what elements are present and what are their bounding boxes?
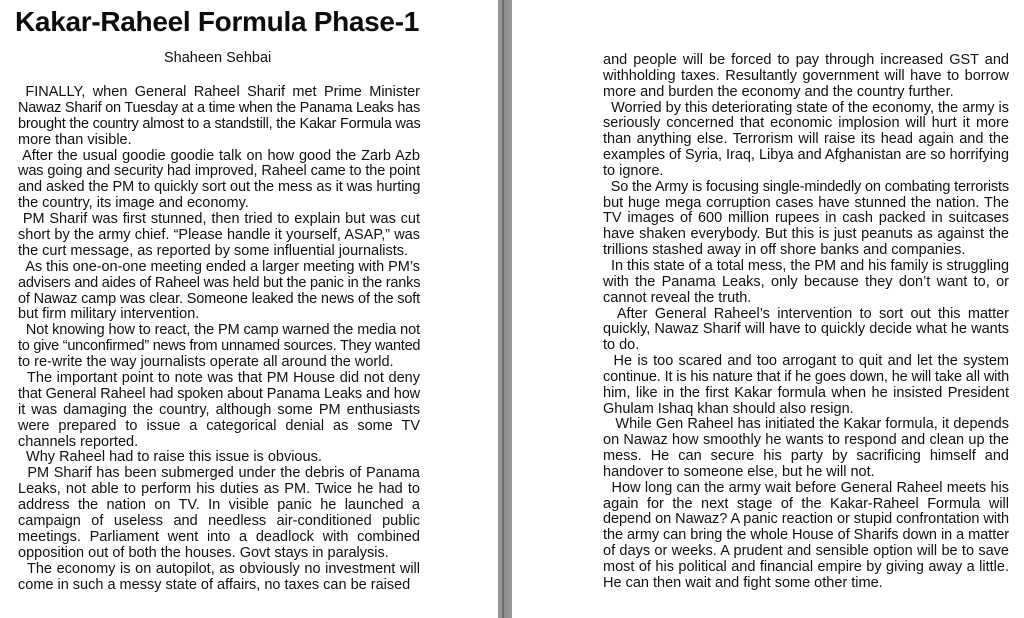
right-column-line: on Nawaz how smoothly he wants to respond and clean up the (603, 432, 1009, 449)
left-column-line: and asked the PM to quickly sort out the mess as it was hurting (18, 179, 421, 196)
left-column-line: more than visible. (18, 131, 132, 148)
right-column-line: and people will be forced to pay through increased GST and (603, 52, 1009, 68)
right-column-line: seriously concerned that economic implosion will hurt it more (603, 115, 1009, 132)
left-column-line: As this one-on-one meeting ended a larger meeting with PM’s (18, 258, 420, 275)
right-column-line: handover to someone else, but he will not. (603, 463, 875, 480)
left-column-line: Not knowing how to react, the PM camp warned the media not (18, 322, 420, 339)
left-column-line: After the usual goodie goodie talk on how good the Zarb Azb (18, 147, 420, 164)
right-column-line: again for the next stage of the Kakar-Raheel Formula will (603, 495, 1009, 512)
right-column-line: more and burden the economy and the country further. (603, 83, 954, 100)
left-column-line: Nawaz Sharif on Tuesday at a time when the Panama Leaks has (18, 99, 420, 116)
right-column-line: to ignore. (603, 162, 664, 179)
left-column-line: FINALLY, when General Raheel Sharif met Prime Minister (18, 84, 420, 100)
right-column-line: In this state of a total mess, the PM and his family is struggling (603, 257, 1009, 274)
left-column-line: campaign of useless and needless air-conditioned public (18, 513, 420, 530)
right-column-line: examples of Syria, Iraq, Libya and Afghanistan are so horrifying (603, 147, 1010, 164)
left-column-line: come in such a messy state of affairs, no taxes can be raised (18, 576, 411, 593)
right-column-line: TV images of 600 million rupees in cash packed in suitcases (603, 210, 1009, 227)
left-column-text (18, 85, 420, 594)
right-column-line: quickly, Nawaz Sharif will have to quickly decide what he wants (603, 321, 1009, 338)
right-column-line: Worried by this deteriorating state of the economy, the army is (603, 99, 1009, 116)
right-column-line: of days or weeks. A prudent and sensible option will be to save (603, 543, 1009, 560)
left-column-line: the curt message, as reported by some influential journalists. (18, 242, 409, 259)
article-title: Kakar-Raheel Formula Phase-1 (15, 6, 419, 37)
left-column-line: PM Sharif was first stunned, then tried to explain but was cut (18, 211, 420, 228)
left-column-line: advisers and aides of Raheel was held but the panic in the ranks (18, 274, 421, 291)
left-column-line: the country, its image and economy. (18, 195, 249, 212)
left-column-line: opposition out of both the houses. Govt stays in paralysis. (18, 544, 389, 561)
right-column-line: withholding taxes. Resultantly government will have to borrow (603, 67, 1009, 84)
left-column-line: The important point to note was that PM House did not deny (18, 370, 420, 387)
left-column-line: was going and security had improved, Raheel came to the point (18, 163, 420, 180)
left-column-line: but firm military intervention. (18, 306, 200, 323)
right-column-line: most of his political and financial empire by giving away a little. (603, 559, 1009, 575)
author-byline: Shaheen Sehbai (164, 50, 272, 66)
right-column-line: How long can the army wait before General Raheel meets his (603, 479, 1009, 496)
right-column-line: mess. He can secure his party by sacrificing himself and (603, 448, 1009, 465)
left-column-line: brought the country almost to a standstill, the Kakar Formula was (18, 115, 421, 132)
left-column-line: it was damaging the country, although some PM enthusiasts (18, 401, 420, 418)
right-column-line: cannot reveal the truth. (603, 289, 752, 306)
right-column-line: but huge mega corruption cases have stunned the nation. The (603, 194, 1009, 211)
right-column-line: He can then wait and fight some other time. (603, 574, 883, 591)
right-column-text (603, 53, 1009, 592)
right-column-line: have shaken everybody. But this is just peanuts as against the (603, 226, 1009, 243)
right-column-line: continue. It is his nature that if he goes down, he will take all with (603, 368, 1010, 385)
left-column-line: were prepared to issue a categorical denial as some TV (18, 417, 420, 434)
right-column-line: with the Panama Leaks, only because they don’t want to, or (603, 273, 1009, 290)
left-column-line: address the nation on TV. In visible panic he launched a (18, 497, 420, 514)
right-column-line: So the Army is focusing single-mindedly on combating terrorists (603, 178, 1009, 195)
right-column-line: than anything else. Terrorism will raise its head again and the (603, 131, 1009, 148)
left-column-line: The economy is on autopilot, as obviously no investment will (18, 560, 420, 577)
right-column-line: to do. (603, 337, 640, 354)
left-column-line: of Nawaz camp was clear. Someone leaked the news of the soft (18, 290, 421, 307)
right-column-line: While Gen Raheel has initiated the Kakar formula, it depends (603, 416, 1009, 433)
left-column-line: to re-write the way journalists operate all around the world. (18, 354, 394, 371)
left-column-line: PM Sharif has been submerged under the debris of Panama (18, 465, 420, 482)
left-column-line: channels reported. (18, 433, 139, 450)
left-column-line: short by the army chief. “Please handle it yourself, ASAP,” was (18, 227, 420, 244)
left-column-line: that General Raheel had spoken about Panama Leaks and how (18, 385, 420, 402)
right-column-line: him, like in the first Kakar formula when he insisted President (603, 384, 1009, 401)
page-gutter (498, 0, 512, 618)
right-column-line: the army can bring the whole House of Sharifs down in a matter (603, 527, 1009, 544)
right-page (512, 0, 1024, 618)
left-page (0, 0, 498, 618)
left-column-line: meetings. Parliament went into a deadlock with combined (18, 528, 420, 545)
left-column-line: Leaks, not able to perform his duties as PM. Twice he had to (18, 481, 420, 498)
right-column-line: Ghulam Ishaq khan should also resign. (603, 400, 854, 417)
left-column-line: to give “unconfirmed” news from unnamed sources. They wanted (18, 338, 421, 355)
right-column-line: trillions stashed away in off shore banks and companies. (603, 242, 966, 259)
left-column-line: Why Raheel had to raise this issue is obvious. (18, 449, 322, 466)
right-column-line: He is too scared and too arrogant to quit and let the system (603, 353, 1009, 370)
right-column-line: After General Raheel’s intervention to sort out this matter (603, 305, 1009, 322)
right-column-line: depend on Nawaz? A panic reaction or stupid confrontation with (603, 511, 1009, 528)
